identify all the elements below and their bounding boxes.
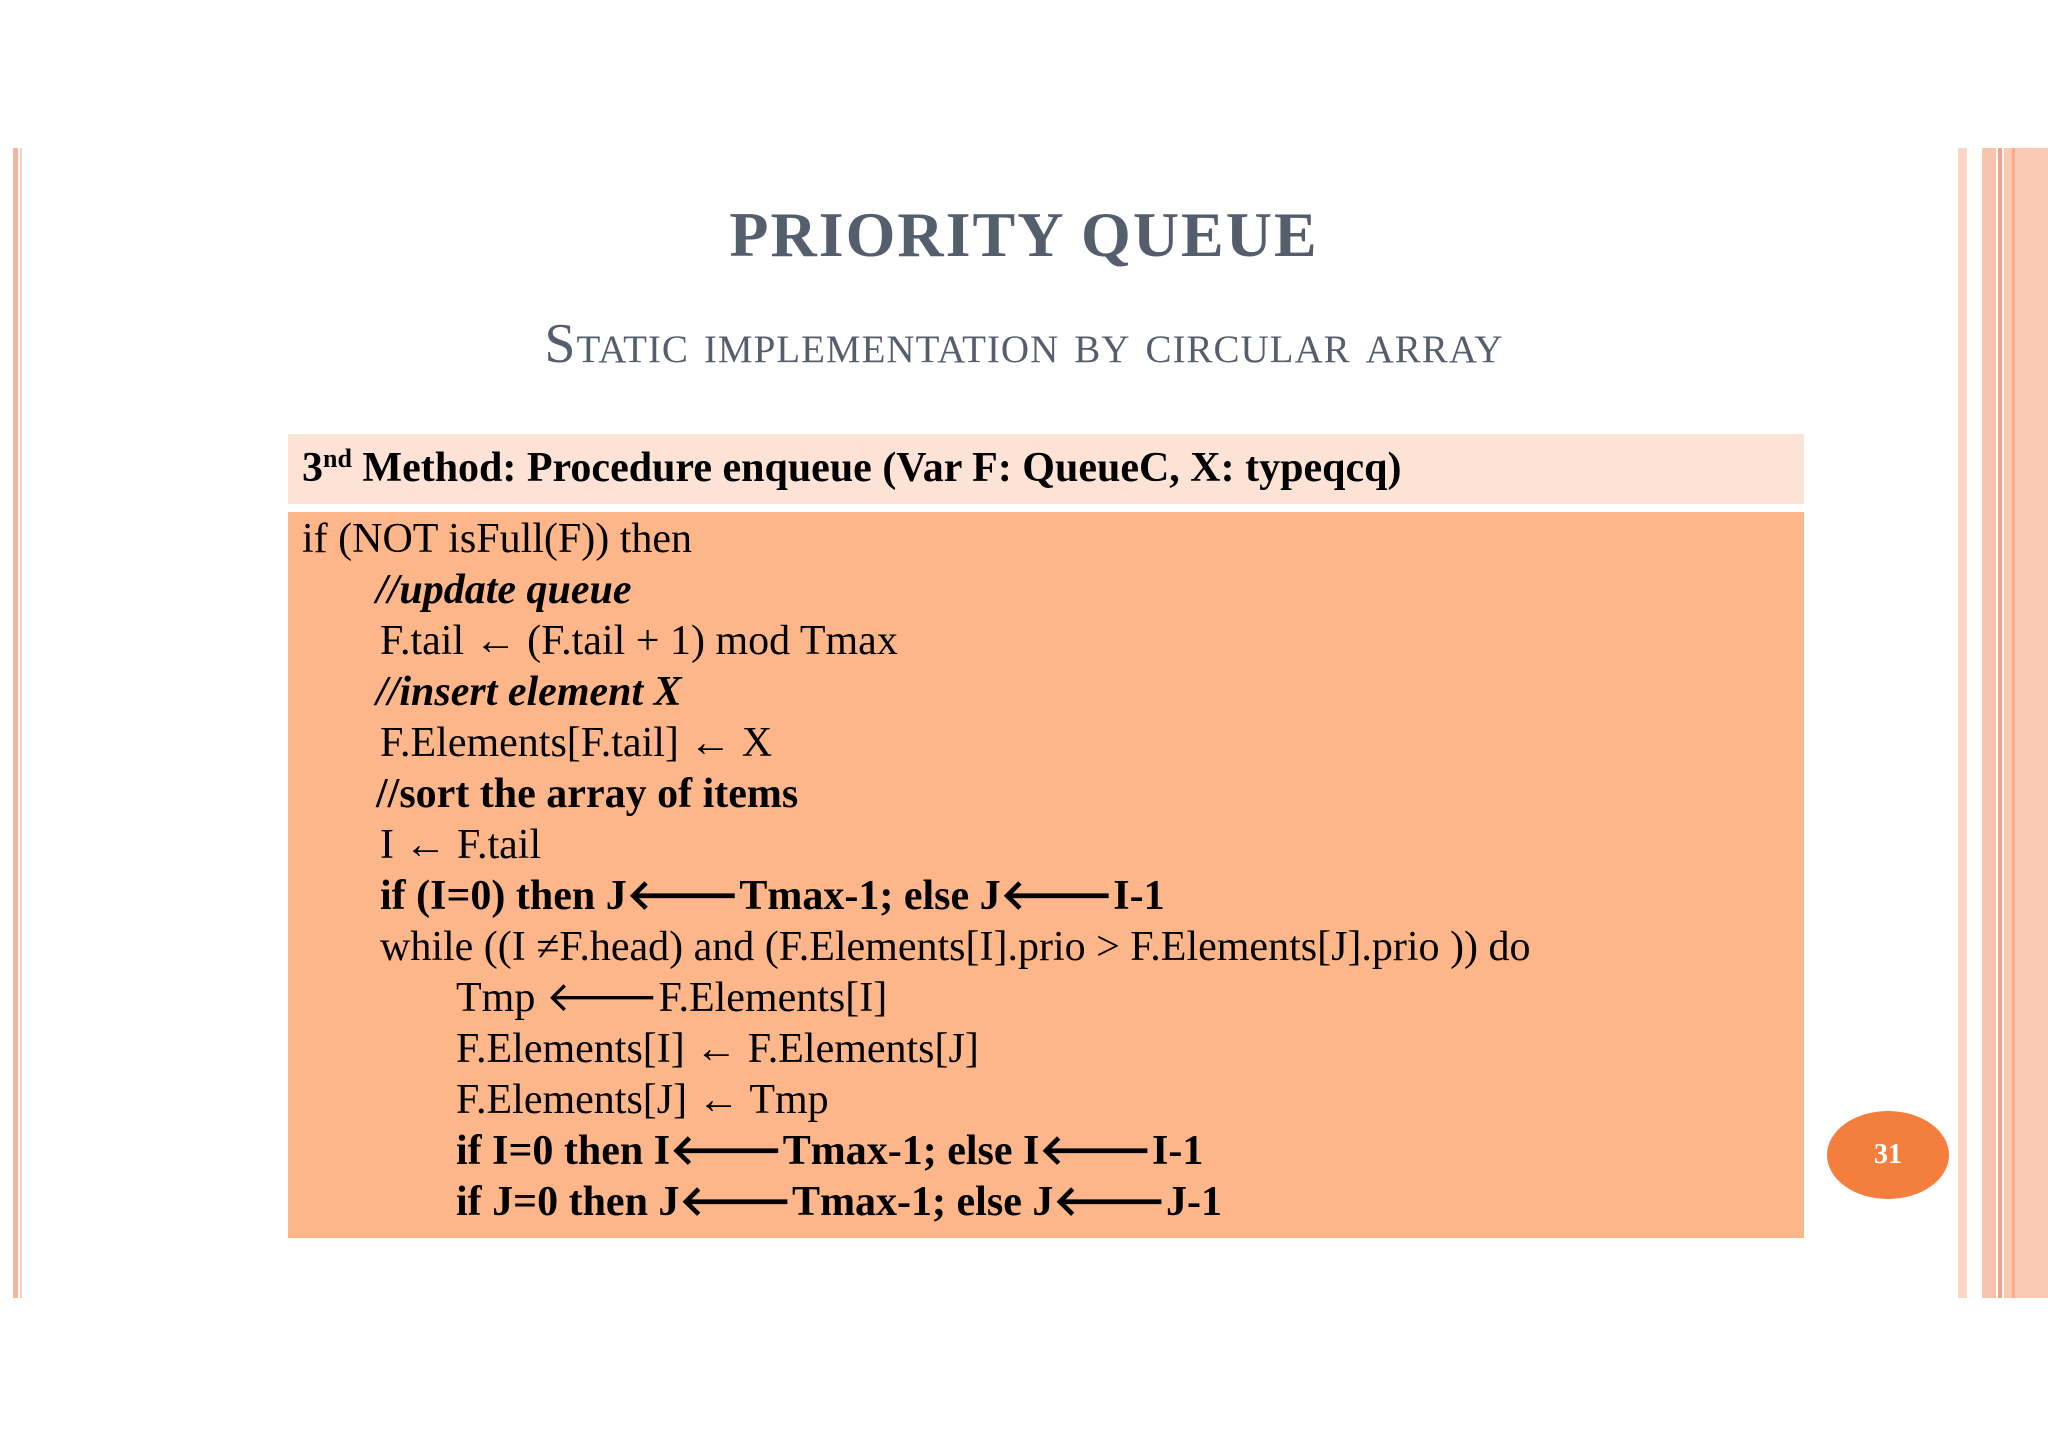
method-header-text: Method: Procedure enqueue (Var F: QueueC, X: typeqcq) bbox=[351, 445, 1402, 491]
code-line: if J=0 then J🡐Tmax-1; else J🡐J-1 bbox=[456, 1179, 1222, 1225]
code-line: F.Elements[J] ← Tmp bbox=[456, 1077, 829, 1123]
code-line: F.Elements[I] ← F.Elements[J] bbox=[456, 1026, 979, 1072]
code-comment: //insert element X bbox=[376, 669, 682, 715]
code-line: Tmp 🡐F.Elements[I] bbox=[456, 975, 888, 1021]
method-header bbox=[302, 444, 1401, 492]
code-block bbox=[288, 512, 1804, 1238]
code-line: if I=0 then I🡐Tmax-1; else I🡐I-1 bbox=[456, 1128, 1204, 1174]
method-ordinal: 3 bbox=[302, 445, 323, 491]
code-line: if (NOT isFull(F)) then bbox=[302, 516, 693, 562]
code-comment: //update queue bbox=[376, 567, 632, 613]
code-line: while ((I ≠F.head) and (F.Elements[I].prio > F.Elements[J].prio )) do bbox=[380, 924, 1531, 970]
page-number-badge: 31 bbox=[1827, 1111, 1949, 1199]
method-header-box bbox=[288, 434, 1804, 504]
code-line: I ← F.tail bbox=[380, 822, 542, 868]
code-line: F.Elements[F.tail] ← X bbox=[380, 720, 773, 766]
method-ordinal-suffix: nd bbox=[323, 444, 352, 473]
slide-subtitle: Static implementation by circular array bbox=[544, 313, 1504, 375]
slide-title: PRIORITY QUEUE bbox=[729, 199, 1319, 270]
code-line: F.tail ← (F.tail + 1) mod Tmax bbox=[380, 618, 898, 664]
code-comment: //sort the array of items bbox=[376, 771, 799, 817]
code-line: if (I=0) then J🡐Tmax-1; else J🡐I-1 bbox=[380, 873, 1165, 919]
